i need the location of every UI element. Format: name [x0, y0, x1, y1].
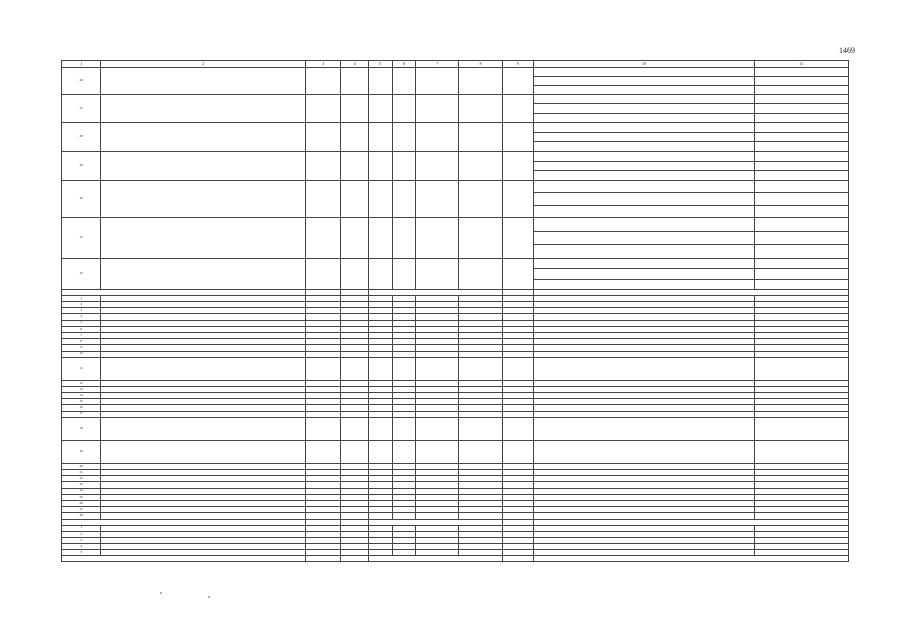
year-cell [341, 440, 369, 463]
header-row [62, 61, 849, 68]
work-type-cell [534, 440, 754, 463]
entrances-cell [392, 440, 416, 463]
row-number: 1 [62, 525, 101, 531]
period-cell [754, 142, 848, 152]
row-number: 3 [62, 537, 101, 543]
work-type-cell [534, 245, 754, 259]
year-cell [341, 95, 369, 123]
floors-cell [368, 440, 392, 463]
period-cell [754, 161, 848, 171]
header-cell: 3 [305, 61, 340, 68]
period-cell [754, 440, 848, 463]
roof-material-cell [459, 417, 502, 440]
address-cell [101, 151, 306, 180]
residents-cell [502, 357, 533, 380]
period-cell [754, 193, 848, 205]
row-number: 8 [62, 339, 101, 345]
roof-material-cell [459, 122, 502, 151]
period-cell [754, 269, 848, 279]
work-type-cell [534, 231, 754, 245]
period-cell [754, 171, 848, 181]
table-row [62, 68, 849, 77]
wall-material-cell [416, 95, 459, 123]
floors-cell [368, 151, 392, 180]
work-type-cell [534, 77, 754, 86]
period-cell [754, 86, 848, 95]
register-table [61, 60, 849, 562]
period-cell [754, 132, 848, 142]
row-number: 22 [62, 476, 101, 482]
page-number: 1469 [839, 46, 855, 55]
table-row [62, 440, 849, 463]
total-row [62, 556, 849, 562]
period-cell [754, 231, 848, 245]
area-cell [305, 122, 340, 151]
year-cell [341, 417, 369, 440]
table-row [62, 357, 849, 380]
period-cell [754, 151, 848, 161]
row-number: 4 [62, 544, 101, 550]
period-cell [754, 417, 848, 440]
work-type-cell [534, 104, 754, 113]
residents-cell [502, 217, 533, 258]
entrances-cell [392, 417, 416, 440]
period-cell [754, 68, 848, 77]
row-number: 28 [62, 513, 101, 519]
work-type-cell [534, 193, 754, 205]
residents-cell [502, 95, 533, 123]
row-number: 6 [62, 326, 101, 332]
residents-cell [502, 122, 533, 151]
address-cell [101, 417, 306, 440]
residents-cell [502, 258, 533, 289]
row-number: 26 [62, 500, 101, 506]
header-cell: 4 [341, 61, 369, 68]
roof-material-cell [459, 68, 502, 95]
row-number: 5 [62, 550, 101, 556]
area-cell [305, 417, 340, 440]
header-cell: 11 [754, 61, 848, 68]
work-type-cell [534, 142, 754, 152]
header-cell: 1 [62, 61, 101, 68]
year-cell [341, 122, 369, 151]
row-number: 23 [62, 482, 101, 488]
row-number: 27 [62, 507, 101, 513]
entrances-cell [392, 357, 416, 380]
period-cell [754, 77, 848, 86]
wall-material-cell [416, 122, 459, 151]
work-type-cell [534, 132, 754, 142]
period-cell [754, 279, 848, 289]
work-type-cell [534, 180, 754, 192]
total-label [62, 556, 306, 562]
address-cell [101, 180, 306, 217]
entrances-cell [392, 151, 416, 180]
row-number: 2 [62, 531, 101, 537]
work-type-cell [534, 417, 754, 440]
floors-cell [368, 258, 392, 289]
row-number: 19 [62, 440, 101, 463]
floors-cell [368, 217, 392, 258]
work-type-cell [534, 217, 754, 231]
work-type-cell [534, 357, 754, 380]
period-cell [754, 104, 848, 113]
wall-material-cell [416, 440, 459, 463]
address-cell [101, 68, 306, 95]
row-number: 13 [62, 386, 101, 392]
row-number: 32 [62, 258, 101, 289]
total-residents [502, 556, 533, 562]
period-cell [754, 122, 848, 132]
header-cell: 5 [368, 61, 392, 68]
period-cell [754, 205, 848, 217]
work-type-cell [534, 269, 754, 279]
total-empty [534, 556, 849, 562]
entrances-cell [392, 180, 416, 217]
residents-cell [502, 417, 533, 440]
row-number: 7 [62, 332, 101, 338]
work-type-cell [534, 113, 754, 122]
row-number: 26 [62, 68, 101, 95]
address-cell [101, 95, 306, 123]
address-cell [101, 357, 306, 380]
row-number: 27 [62, 95, 101, 123]
work-type-cell [534, 122, 754, 132]
year-cell [341, 217, 369, 258]
table-row [62, 122, 849, 132]
row-number: 15 [62, 399, 101, 405]
year-cell [341, 151, 369, 180]
row-number: 25 [62, 494, 101, 500]
row-number: 3 [62, 308, 101, 314]
row-number: 11 [62, 357, 101, 380]
total-count [341, 556, 369, 562]
header-cell: 6 [392, 61, 416, 68]
roof-material-cell [459, 180, 502, 217]
header-cell: 8 [459, 61, 502, 68]
total-empty [368, 556, 502, 562]
roof-material-cell [459, 217, 502, 258]
area-cell [305, 68, 340, 95]
total-area [305, 556, 340, 562]
entrances-cell [392, 258, 416, 289]
row-number: 14 [62, 393, 101, 399]
header-cell: 9 [502, 61, 533, 68]
floors-cell [368, 122, 392, 151]
year-cell [341, 357, 369, 380]
year-cell [341, 180, 369, 217]
work-type-cell [534, 86, 754, 95]
table-row [62, 258, 849, 268]
roof-material-cell [459, 357, 502, 380]
year-cell [341, 68, 369, 95]
work-type-cell [534, 151, 754, 161]
work-type-cell [534, 258, 754, 268]
roof-material-cell [459, 258, 502, 289]
header-cell: 2 [101, 61, 306, 68]
floors-cell [368, 180, 392, 217]
entrances-cell [392, 68, 416, 95]
floors-cell [368, 357, 392, 380]
row-number: 2 [62, 302, 101, 308]
roof-material-cell [459, 95, 502, 123]
scan-speck [160, 592, 162, 594]
row-number: 10 [62, 351, 101, 357]
roof-material-cell [459, 440, 502, 463]
row-number: 21 [62, 470, 101, 476]
row-number: 29 [62, 151, 101, 180]
period-cell [754, 258, 848, 268]
table-row [62, 180, 849, 192]
table-row [62, 151, 849, 161]
row-number: 28 [62, 122, 101, 151]
area-cell [305, 357, 340, 380]
period-cell [754, 180, 848, 192]
wall-material-cell [416, 357, 459, 380]
table-row [62, 217, 849, 231]
row-number: 18 [62, 417, 101, 440]
area-cell [305, 180, 340, 217]
entrances-cell [392, 217, 416, 258]
row-number: 20 [62, 463, 101, 469]
wall-material-cell [416, 417, 459, 440]
row-number: 30 [62, 180, 101, 217]
residents-cell [502, 68, 533, 95]
year-cell [341, 258, 369, 289]
period-cell [754, 245, 848, 259]
roof-material-cell [459, 151, 502, 180]
wall-material-cell [416, 217, 459, 258]
floors-cell [368, 417, 392, 440]
row-number: 12 [62, 380, 101, 386]
table-row [62, 95, 849, 104]
work-type-cell [534, 95, 754, 104]
period-cell [754, 95, 848, 104]
area-cell [305, 440, 340, 463]
row-number: 5 [62, 320, 101, 326]
wall-material-cell [416, 258, 459, 289]
work-type-cell [534, 279, 754, 289]
row-number: 24 [62, 488, 101, 494]
wall-material-cell [416, 68, 459, 95]
header-cell: 7 [416, 61, 459, 68]
work-type-cell [534, 161, 754, 171]
header-cell: 10 [534, 61, 754, 68]
work-type-cell [534, 171, 754, 181]
wall-material-cell [416, 151, 459, 180]
address-cell [101, 217, 306, 258]
row-number: 4 [62, 314, 101, 320]
floors-cell [368, 95, 392, 123]
period-cell [754, 113, 848, 122]
area-cell [305, 258, 340, 289]
period-cell [754, 217, 848, 231]
row-number: 9 [62, 345, 101, 351]
wall-material-cell [416, 180, 459, 217]
residents-cell [502, 440, 533, 463]
row-number: 1 [62, 295, 101, 301]
area-cell [305, 217, 340, 258]
residents-cell [502, 180, 533, 217]
residents-cell [502, 151, 533, 180]
table-row [62, 417, 849, 440]
row-number: 31 [62, 217, 101, 258]
period-cell [754, 357, 848, 380]
work-type-cell [534, 205, 754, 217]
row-number: 16 [62, 405, 101, 411]
address-cell [101, 258, 306, 289]
floors-cell [368, 68, 392, 95]
area-cell [305, 95, 340, 123]
address-cell [101, 122, 306, 151]
row-number: 17 [62, 411, 101, 417]
scan-speck [208, 596, 210, 598]
area-cell [305, 151, 340, 180]
work-type-cell [534, 68, 754, 77]
entrances-cell [392, 95, 416, 123]
entrances-cell [392, 122, 416, 151]
address-cell [101, 440, 306, 463]
